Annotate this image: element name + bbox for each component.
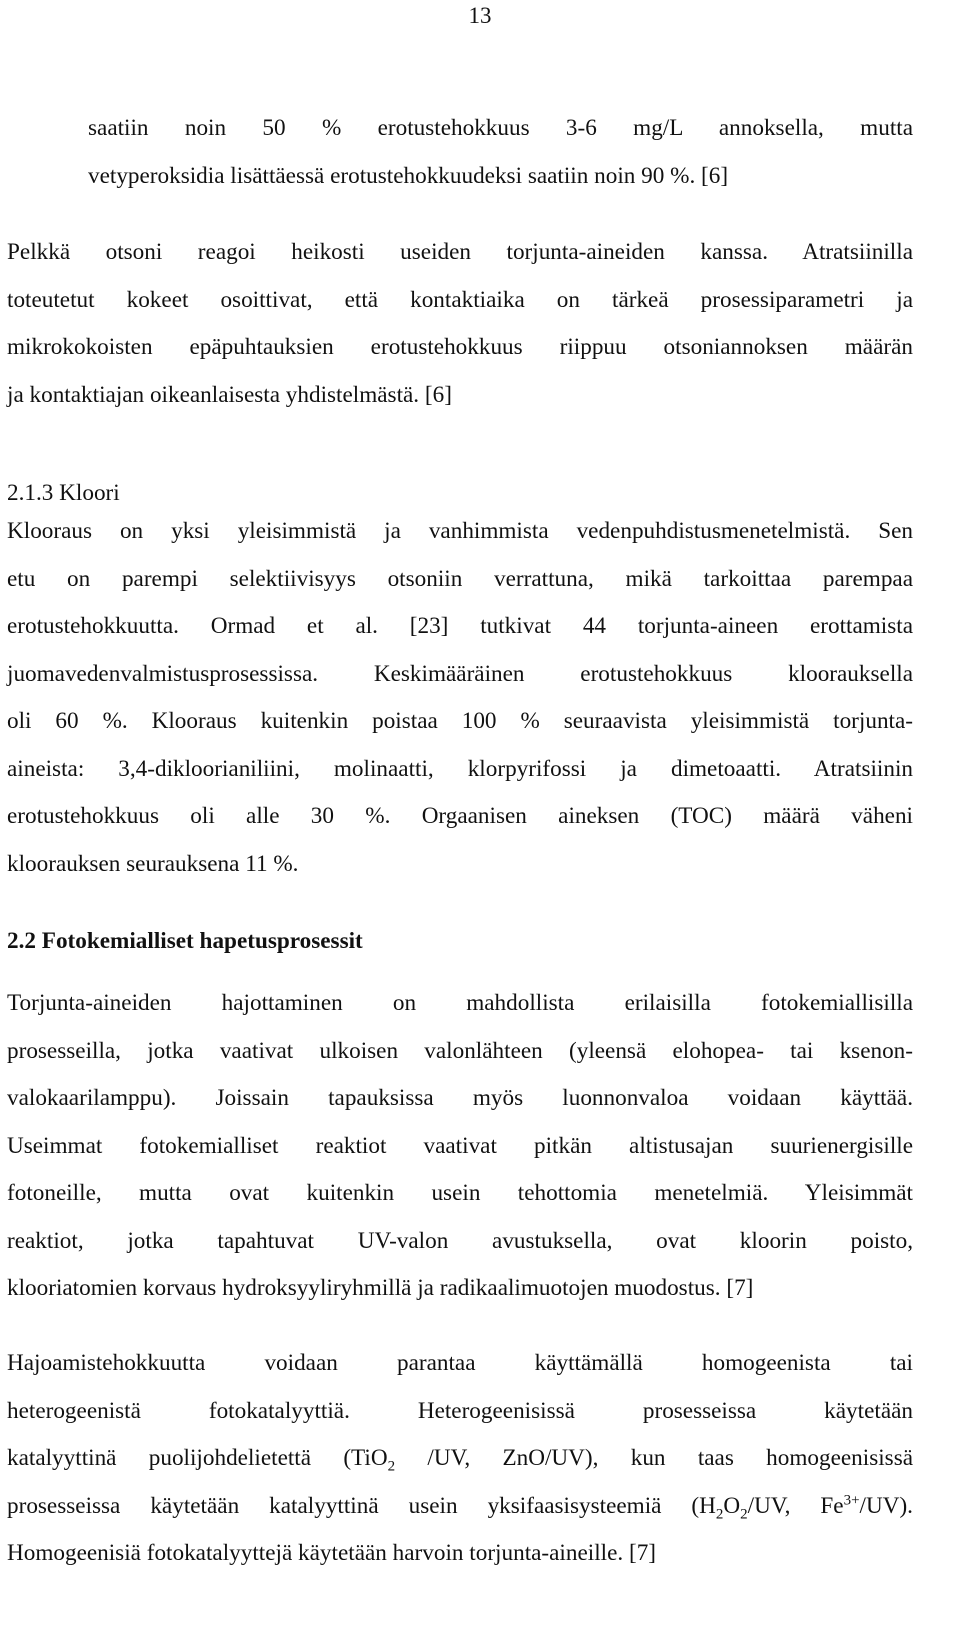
text-line: kloorauksen seurauksena 11 %. — [7, 850, 299, 877]
section-heading-chlorine: 2.1.3 Kloori — [7, 480, 120, 506]
text-line: ja kontaktiajan oikeanlaisesta yhdistelmästä. [6] — [7, 381, 452, 408]
text-line: Useimmat fotokemialliset reaktiot vaativat pitkän altistusajan suurienergisille — [7, 1132, 913, 1159]
paragraph-ozone-reactivity — [7, 229, 913, 419]
text-line: erotustehokkuus oli alle 30 %. Orgaanisen aineksen (TOC) määrä väheni — [7, 803, 913, 829]
text-line: mikrokokoisten epäpuhtauksien erotustehokkuus riippuu otsoniannoksen määrän — [7, 334, 913, 360]
paragraph-photocatalysis — [7, 1340, 913, 1578]
text-line: reaktiot, jotka tapahtuvat UV-valon avustuksella, ovat kloorin poisto, — [7, 1227, 913, 1254]
text-line: juomavedenvalmistusprosessissa. Keskimääräinen erotustehokkuus kloorauksella — [7, 660, 913, 687]
text-line: oli 60 %. Klooraus kuitenkin poistaa 100 % seuraavista yleisimmistä torjunta- — [7, 708, 913, 734]
text-run: /UV). — [859, 1492, 913, 1519]
superscript: 3+ — [843, 1491, 860, 1508]
text-line: Pelkkä otsoni reagoi heikosti useiden torjunta-aineiden kanssa. Atratsiinilla — [7, 239, 913, 265]
text-line: aineista: 3,4-dikloorianiliini, molinaatti, klorpyrifossi ja dimetoaatti. Atratsiinin — [7, 755, 913, 782]
subscript: 2 — [715, 1506, 724, 1523]
text-line: vetyperoksidia lisättäessä erotustehokkuudeksi saatiin noin 90 %. [6] — [88, 162, 729, 189]
paragraph-photochemical-processes — [7, 980, 913, 1313]
text-line: Homogeenisiä fotokatalyyttejä käytetään harvoin torjunta-aineille. [7] — [7, 1540, 657, 1566]
paragraph-chlorination — [7, 508, 913, 888]
text-line — [7, 1435, 913, 1483]
text-line: valokaarilamppu). Joissain tapauksissa myös luonnonvaloa voidaan käyttää. — [7, 1085, 913, 1111]
text-run: prosesseissa käytetään katalyyttinä usein yksifaasisysteemiä (H — [7, 1492, 716, 1519]
text-line: Torjunta-aineiden hajottaminen on mahdollista erilaisilla fotokemiallisilla — [7, 990, 913, 1016]
text-line: etu on parempi selektiivisyys otsoniin verrattuna, mikä tarkoittaa parempaa — [7, 565, 913, 592]
text-line: erotustehokkuutta. Ormad et al. [23] tutkivat 44 torjunta-aineen erottamista — [7, 613, 913, 639]
text-line: fotoneille, mutta ovat kuitenkin usein tehottomia menetelmiä. Yleisimmät — [7, 1180, 913, 1206]
subscript: 2 — [740, 1506, 748, 1523]
text-line: prosesseilla, jotka vaativat ulkoisen valonlähteen (yleensä elohopea- tai ksenon- — [7, 1037, 913, 1064]
section-heading-photochemical: 2.2 Fotokemialliset hapetusprosessit — [7, 928, 363, 954]
text-line: Klooraus on yksi yleisimmistä ja vanhimmista vedenpuhdistusmenetelmistä. Sen — [7, 518, 913, 544]
text-run: O — [723, 1492, 741, 1519]
text-line: klooriatomien korvaus hydroksyyliryhmillä ja radikaalimuotojen muodostus. [7] — [7, 1275, 754, 1301]
text-line: toteutetut kokeet osoittivat, että kontaktiaika on tärkeä prosessiparametri ja — [7, 286, 913, 313]
subscript: 2 — [387, 1458, 396, 1475]
text-line: Hajoamistehokkuutta voidaan parantaa käyttämällä homogeenista tai — [7, 1350, 913, 1376]
text-line: saatiin noin 50 % erotustehokkuus 3-6 mg/L annoksella, mutta — [88, 115, 913, 141]
paragraph-ozone-peroxide — [88, 105, 913, 200]
text-line: heterogeenistä fotokatalyyttiä. Heterogeenisissä prosesseissa käytetään — [7, 1397, 913, 1424]
text-run: katalyyttinä puolijohdelietettä (TiO — [7, 1445, 388, 1471]
text-run: /UV, ZnO/UV), kun taas homogeenisissä — [427, 1445, 914, 1471]
page-number: 13 — [468, 3, 492, 28]
text-run: /UV, Fe — [747, 1492, 844, 1519]
text-line — [7, 1483, 913, 1531]
